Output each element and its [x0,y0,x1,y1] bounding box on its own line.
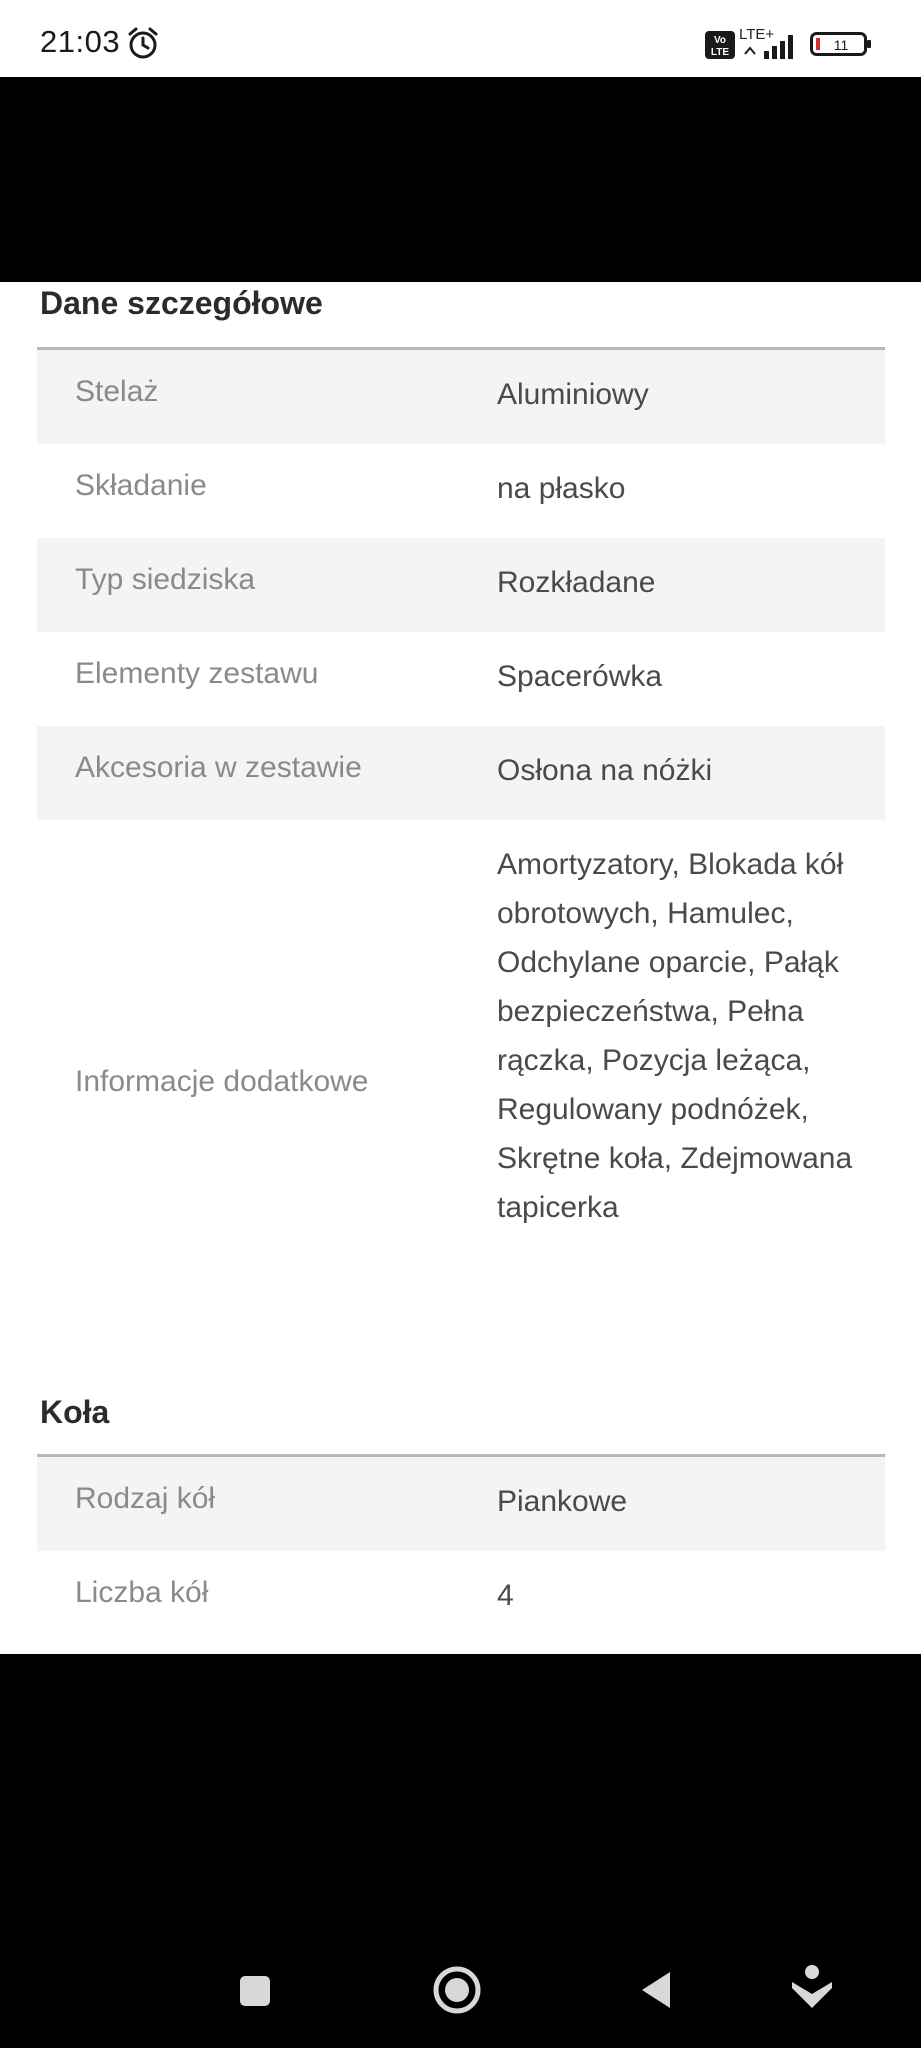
spec-key: Elementy zestawu [75,657,319,690]
status-bar [0,0,921,77]
spec-value: Amortyzatory, Blokada kół obrotowych, Hamulec, Odchylane oparcie, Pałąk bezpieczeństwa, Pełna rączka, Pozycja leżąca, Regulowany podnóżek, Skrętne koła, Zdejmowana tapicerka [497,848,853,1224]
spec-key: Stelaż [75,375,159,408]
spec-key: Rodzaj kół [75,1482,216,1515]
table-row [37,444,885,538]
svg-text:Vo: Vo [713,35,727,46]
home-icon[interactable] [432,1965,482,2015]
section-title-wheels: Koła [40,1394,110,1430]
details-table [37,350,885,1350]
battery-icon [810,30,872,58]
spec-key: Liczba kół [75,1576,209,1609]
product-details [0,282,921,1654]
navigation-bar [0,1654,921,2048]
spec-value: 4 [497,1579,514,1612]
spec-key: Składanie [75,469,207,502]
spec-key: Akcesoria w zestawie [75,751,362,784]
spec-value: Piankowe [497,1485,628,1518]
signal-strength-icon [742,32,800,60]
spec-key: Typ siedziska [75,563,256,596]
svg-text:LTE: LTE [710,47,730,58]
spec-value: Osłona na nóżki [497,754,713,787]
back-icon[interactable] [638,1970,674,2010]
spec-value: Aluminiowy [497,378,649,411]
table-row [37,350,885,444]
spec-key: Informacje dodatkowe [75,1065,369,1098]
table-row [37,632,885,726]
status-time: 21:03 [40,24,121,59]
table-row [37,1457,885,1551]
table-row [37,1551,885,1645]
table-row [37,820,885,1350]
network-type-label: LTE+ [739,26,775,43]
table-row [37,538,885,632]
volte-icon [705,31,735,59]
spec-value: Spacerówka [497,660,663,693]
spec-value: na płasko [497,472,626,505]
alarm-clock-icon [126,26,160,60]
wheels-table [37,1457,885,1645]
spec-value: Rozkładane [497,566,656,599]
section-title-details: Dane szczegółowe [40,285,323,321]
table-row [37,726,885,820]
top-black-band [0,77,921,282]
assistant-icon[interactable] [790,1964,834,2010]
recents-icon[interactable] [238,1974,272,2008]
battery-level-text: 11 [833,37,849,53]
